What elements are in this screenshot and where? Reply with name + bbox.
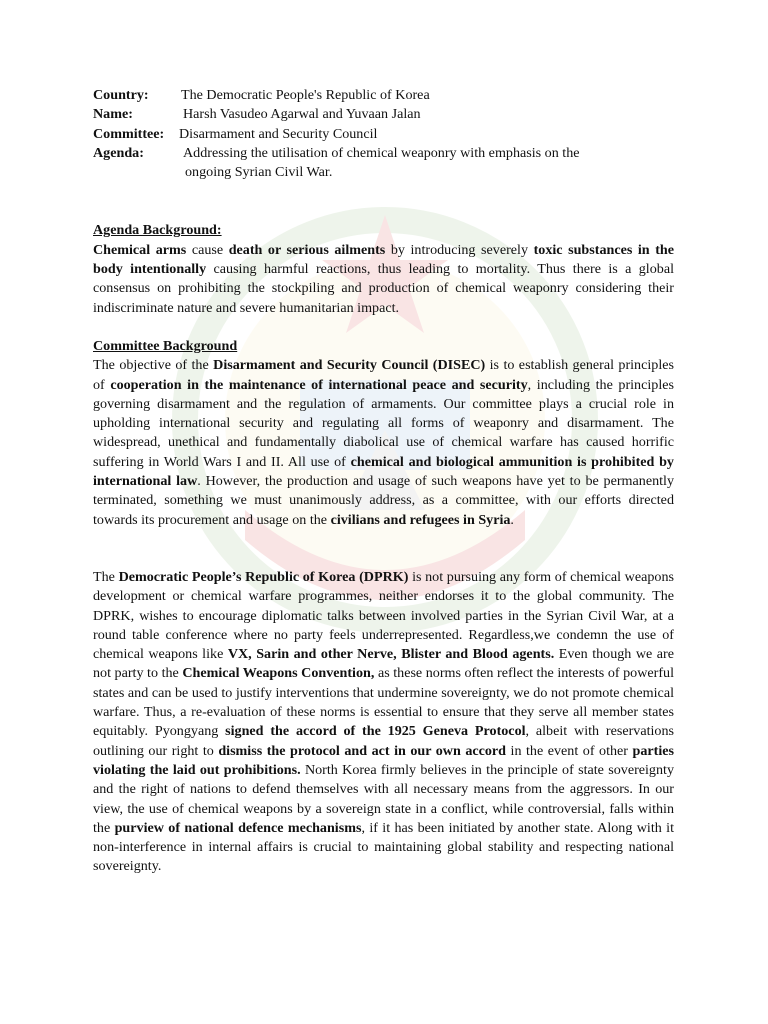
country-row [93, 86, 674, 105]
agenda-line-1: Addressing the utilisation of chemical weaponry with emphasis on the [183, 144, 580, 161]
agenda-row [93, 144, 674, 183]
agenda-value [183, 144, 674, 183]
name-row [93, 105, 674, 124]
name-label: Name: [93, 106, 133, 123]
agenda-background-paragraph: Chemical arms cause death or serious ailments by introducing severely toxic substances in the body intentionally causing harmful reactions, thus leading to mortality. Thus there is a global consensus on prohibiting the stockpiling and production of chemical weaponry considering their indiscriminate nature and severe humanitarian impact. [93, 241, 674, 316]
committee-label: Committee: [93, 125, 165, 142]
name-value: Harsh Vasudeo Agarwal and Yuvaan Jalan [183, 106, 421, 123]
position-paragraph: The Democratic People’s Republic of Korea (DPRK) is not pursuing any form of chemical weapons development or chemical warfare programmes, neither endorses it to the global community. The DPRK, wishes to encourage diplomatic talks between involved parties in the Syrian Civil War, at a round table conference where no party feels underrepresented. Regardless,we condemn the use of chemical weapons like VX, Sarin and other Nerve, Blister and Blood agents. Even though we are not party to the Chemical Weapons Convention, as these norms often reflect the interests of powerful states and can be used to justify interventions that undermine sovereignty, we do not promote chemical warfare. Thus, a re-evaluation of these norms is essential to ensure that they serve all member states equitably. Pyongyang signed the accord of the 1925 Geneva Protocol, albeit with reservations outlining our right to dismiss the protocol and act in our own accord in the event of other parties violating the laid out prohibitions. North Korea firmly believes in the principle of state sovereignty and the right of nations to defend themselves with all necessary means from the aggressors. In our view, the use of chemical weapons by a sovereign state in a conflict, while controversial, falls within the purview of national defence mechanisms, if it has been initiated by another state. Along with it non-interference in internal affairs is crucial to maintaining global stability and respecting national sovereignty. [93, 568, 674, 875]
committee-value: Disarmament and Security Council [179, 125, 378, 142]
country-label: Country: [93, 87, 149, 103]
agenda-line-2: ongoing Syrian Civil War. [185, 164, 333, 181]
agenda-label: Agenda: [93, 144, 144, 161]
agenda-background-title: Agenda Background: [93, 222, 222, 239]
committee-background-paragraph: The objective of the Disarmament and Security Council (DISEC) is to establish general principles of cooperation in the maintenance of international peace and security, including the principles governing disarmament and the regulation of armaments. Our committee plays a crucial role in upholding international security and regulating all forms of weaponry and disarmament. The widespread, unethical and fundamentally diabolical use of chemical warfare has caused horrific suffering in World Wars I and II. All use of chemical and biological ammunition is prohibited by international law. However, the production and usage of such weapons have yet to be permanently terminated, something we must unanimously address, as a committee, with our efforts directed towards its procurement and usage on the civilians and refugees in Syria. [93, 357, 674, 528]
position-paper [93, 86, 674, 877]
country-value: The Democratic People's Republic of Korea [181, 87, 430, 103]
committee-background-title: Committee Background [93, 337, 238, 354]
committee-row [93, 125, 674, 144]
